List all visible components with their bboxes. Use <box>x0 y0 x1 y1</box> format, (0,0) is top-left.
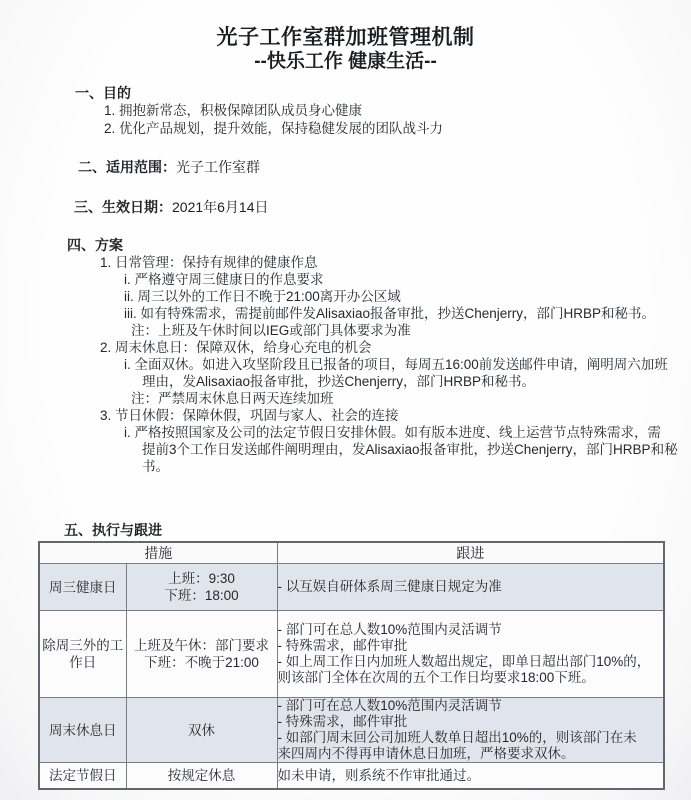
section-effective-date <box>74 199 691 216</box>
row-measure <box>126 763 277 790</box>
plan-daily-item-2: ii. 周三以外的工作日不晚于21:00离开办公区域 <box>124 289 401 304</box>
plan-weekend-note: 注：严禁周末休息日两天连续加班 <box>131 391 334 406</box>
row-measure <box>126 698 277 763</box>
effective-date-label: 三、生效日期： <box>74 199 172 215</box>
table-header-row <box>39 542 664 564</box>
follow-line: - 部门可在总人数10%范围内灵活调节 <box>277 698 502 713</box>
follow-line: - 特殊需求，邮件审批 <box>277 714 408 729</box>
follow-line: 如未申请，则系统不作审批通过。 <box>277 767 480 783</box>
measure-line: 下班：不晚于21:00 <box>144 655 259 670</box>
plan-weekend-title: 2. 周末休息日：保障双休，给身心充电的机会 <box>100 340 372 355</box>
follow-line: - 部门可在总人数10%范围内灵活调节 <box>277 622 502 637</box>
follow-line: 来四周内不得再申请休息日加班，严格要求双休。 <box>277 746 575 761</box>
follow-line: - 如上周工作日内加班人数超出规定，即单日超出部门10%的， <box>277 654 651 669</box>
purpose-item-1: 1. 拥抱新常态，积极保障团队成员身心健康 <box>104 103 363 118</box>
plan-weekend-item-line-1: i. 全面双休。如进入攻坚阶段且已报备的项目，每周五16:00前发送邮件申请，阐明周六加班 <box>124 357 668 372</box>
plan-daily-note: 注：上班及午休时间以IEG或部门具体要求为准 <box>131 323 411 338</box>
row-measure <box>126 564 277 611</box>
section-scope <box>78 159 691 176</box>
measure-line: 双休 <box>188 722 215 738</box>
plan-daily-title: 1. 日常管理：保持有规律的健康作息 <box>100 255 318 270</box>
column-header-measure: 措施 <box>39 542 277 564</box>
measure-line: 上班：9:30 <box>168 571 235 586</box>
measure-line: 按规定休息 <box>167 768 236 783</box>
page-subtitle: --快乐工作 健康生活-- <box>254 51 437 72</box>
table-row-non-wednesday-workday <box>39 611 664 698</box>
effective-date-value: 2021年6月14日 <box>172 199 269 215</box>
purpose-item-2: 2. 优化产品规划，提升效能，保持稳健发展的团队战斗力 <box>104 121 444 136</box>
row-follow <box>277 763 664 790</box>
row-follow <box>277 611 664 698</box>
row-follow <box>277 564 664 611</box>
row-label: 周末休息日 <box>39 698 126 763</box>
section-heading-plan: 四、方案 <box>67 237 123 253</box>
column-header-follow: 跟进 <box>277 542 664 564</box>
follow-line: - 以互娱自研体系周三健康日规定为准 <box>277 579 502 594</box>
table-row-wednesday-health-day <box>39 564 664 611</box>
plan-daily-item-3: iii. 如有特殊需求，需提前邮件发Alisaxiao报备审批，抄送Chenjerry，部门HRBP和秘书。 <box>124 306 656 321</box>
follow-line: - 如部门周末回公司加班人数单日超出10%的，则该部门在未 <box>277 730 637 745</box>
section-heading-purpose: 一、目的 <box>75 85 131 101</box>
scope-label: 二、适用范围： <box>78 159 176 175</box>
follow-line: - 特殊需求，邮件审批 <box>277 638 408 653</box>
measure-line: 下班：18:00 <box>164 588 239 603</box>
follow-line: 则该部门全体在次周的五个工作日均要求18:00下班。 <box>277 670 595 685</box>
row-follow <box>277 698 664 763</box>
section-heading-execution: 五、执行与跟进 <box>64 522 162 538</box>
measure-line: 上班及午休：部门要求 <box>134 638 269 653</box>
plan-daily-item-1: i. 严格遵守周三健康日的作息要求 <box>124 272 324 287</box>
row-label: 法定节假日 <box>39 763 126 790</box>
plan-holiday-title: 3. 节日休假：保障休假，巩固与家人、社会的连接 <box>100 408 399 423</box>
plan-holiday-item-line-2: 提前3个工作日发送邮件阐明理由，发Alisaxiao报备审批，抄送Chenjerry，部门HRBP和秘 <box>142 442 678 457</box>
row-label: 除周三外的工作日 <box>39 611 126 698</box>
scope-value: 光子工作室群 <box>176 159 260 175</box>
row-measure <box>126 611 277 698</box>
plan-weekend-item-line-2: 理由，发Alisaxiao报备审批，抄送Chenjerry，部门HRBP和秘书。 <box>142 374 536 389</box>
row-label: 周三健康日 <box>39 564 126 611</box>
plan-holiday-item-line-1: i. 严格按照国家及公司的法定节假日安排休假。如有版本进度、线上运营节点特殊需求，需 <box>124 425 661 440</box>
table-row-weekend-rest-day <box>39 698 664 763</box>
execution-table <box>38 541 665 790</box>
table-row-legal-holiday <box>39 763 664 790</box>
plan-holiday-item-line-3: 书。 <box>142 459 169 474</box>
page-title: 光子工作室群加班管理机制 <box>216 26 475 49</box>
